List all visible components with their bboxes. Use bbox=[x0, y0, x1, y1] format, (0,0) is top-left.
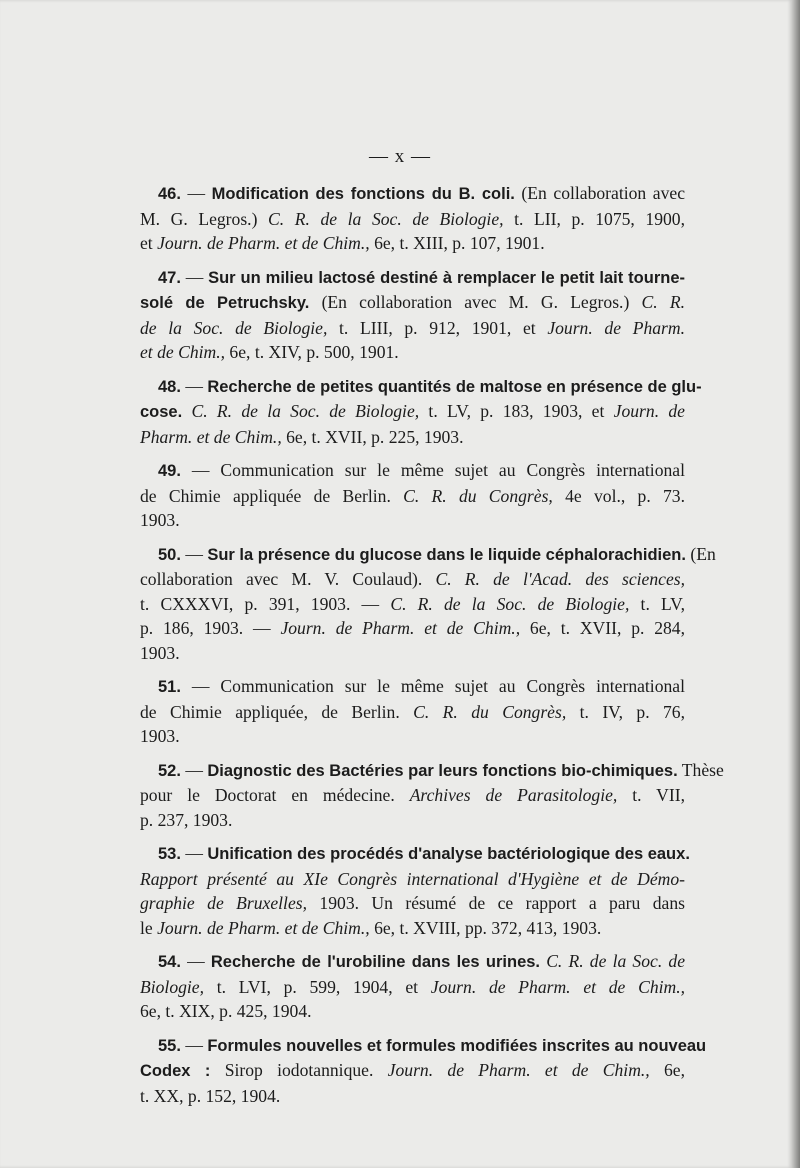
entry-line bbox=[140, 867, 685, 892]
entry-line bbox=[140, 567, 685, 592]
bibliography-entry bbox=[140, 674, 685, 749]
entry-number: cose. bbox=[140, 403, 183, 421]
entry-citation: de la Soc. de Biologie, bbox=[140, 317, 328, 338]
entry-citation: Journ. de bbox=[613, 401, 685, 421]
entry-text: 1903. Un résumé de ce rapport a paru dans bbox=[307, 893, 685, 913]
entry-text: — bbox=[180, 375, 208, 396]
entry-title: Modification des fonctions du B. coli. bbox=[211, 185, 515, 203]
entry-number: 51. bbox=[158, 678, 181, 696]
entry-text: — bbox=[180, 843, 208, 863]
entry-text: t. VII, bbox=[617, 785, 685, 805]
entry-line bbox=[140, 758, 724, 784]
entry-text: (En collaboration avec M. G. Legros.) bbox=[309, 292, 642, 312]
bibliography-entry bbox=[140, 458, 685, 533]
entry-line bbox=[140, 916, 685, 941]
entry-text: t. LV, bbox=[629, 593, 685, 614]
entry-line bbox=[140, 425, 685, 450]
entry-line bbox=[140, 808, 685, 833]
entry-number: 54. bbox=[158, 953, 181, 971]
entry-line bbox=[140, 841, 690, 867]
entry-line bbox=[140, 949, 685, 975]
entry-citation: C. R. de l'Acad. des sciences, bbox=[435, 569, 685, 589]
entry-citation: C. R. de la Soc. de Biologie, bbox=[390, 593, 630, 614]
entry-number: 53. bbox=[158, 845, 181, 863]
entry-text: et bbox=[140, 233, 158, 253]
entry-line bbox=[140, 700, 685, 725]
page-edge-shadow bbox=[792, 0, 800, 1168]
entry-text: Sirop iodotannique. bbox=[210, 1060, 388, 1080]
entry-text: (En collaboration avec bbox=[514, 183, 685, 203]
entry-text: 6e, t. XVII, p. 225, 1903. bbox=[281, 426, 464, 447]
entry-text: — bbox=[180, 951, 211, 971]
entry-title: Unification des procédés d'analyse bactériologique des eaux. bbox=[207, 845, 690, 863]
entry-number: 55. bbox=[158, 1036, 181, 1055]
bibliography-entry bbox=[140, 374, 702, 450]
entry-text: de Chimie appliquée de Berlin. bbox=[140, 485, 404, 506]
entry-citation: Biologie, bbox=[140, 976, 205, 997]
entry-text: 6e, t. XVII, p. 284, bbox=[520, 618, 686, 638]
entry-line bbox=[140, 891, 685, 916]
entry-line bbox=[140, 592, 685, 617]
entry-line bbox=[140, 316, 685, 341]
entry-line bbox=[140, 458, 685, 484]
entry-line bbox=[140, 1033, 707, 1059]
entry-text: 6e, t. XVIII, pp. 372, 413, 1903. bbox=[369, 917, 602, 938]
entry-citation: C. R. du Congrès, bbox=[413, 701, 567, 722]
entry-citation: Pharm. et de Chim., bbox=[140, 426, 282, 447]
entry-text: Thèse bbox=[677, 759, 724, 780]
entry-citation: C. R. de la Soc. de Biologie, bbox=[268, 208, 504, 229]
entry-line bbox=[140, 290, 685, 316]
entry-line bbox=[140, 265, 685, 291]
entry-line bbox=[140, 783, 685, 808]
entry-text: — Communication sur le même sujet au Congrès international bbox=[180, 676, 685, 696]
entry-text: t. LII, p. 1075, 1900, bbox=[503, 208, 685, 229]
entry-text: t. LIII, p. 912, 1901, et bbox=[327, 317, 548, 338]
entry-number: 47. bbox=[158, 268, 181, 287]
bibliography-entry bbox=[140, 841, 690, 940]
entry-citation: Journ. de Pharm. et de Chim., bbox=[387, 1060, 650, 1080]
entry-number: 52. bbox=[158, 761, 181, 780]
bibliography-entry bbox=[140, 542, 716, 666]
entry-title: Diagnostic des Bactéries par leurs fonctions bio-chimiques. bbox=[207, 761, 678, 780]
entry-line bbox=[140, 484, 685, 509]
bibliography-entry bbox=[140, 758, 724, 833]
entry-title: Sur un milieu lactosé destiné à remplacer le petit lait tourne- bbox=[208, 268, 685, 287]
entry-text: 6e, t. XIX, p. 425, 1904. bbox=[140, 1001, 312, 1021]
entry-text: t. LVI, p. 599, 1904, et bbox=[204, 976, 431, 997]
entry-text: 4e vol., p. 73. bbox=[552, 485, 685, 506]
entry-text: — Communication sur le même sujet au Congrès international bbox=[180, 460, 685, 480]
entry-line bbox=[140, 231, 685, 256]
entry-text: de Chimie appliquée, de Berlin. bbox=[140, 701, 414, 722]
entry-citation: C. R. de la Soc. de Biologie, bbox=[191, 401, 420, 421]
entry-text: 6e, t. XIII, p. 107, 1901. bbox=[369, 233, 545, 253]
entry-line bbox=[140, 542, 716, 568]
entry-title: Recherche de l'urobiline dans les urines. bbox=[210, 953, 541, 971]
entry-text: pour le Doctorat en médecine. bbox=[140, 785, 410, 805]
entry-title: Recherche de petites quantités de maltose en présence de glu- bbox=[207, 377, 702, 396]
entry-citation: Rapport présenté au XIe Congrès international d'Hygiène et de Démo- bbox=[140, 868, 685, 889]
entry-text: 1903. bbox=[140, 726, 180, 746]
entry-text: — bbox=[180, 266, 209, 287]
entry-citation: Journ. de Pharm. bbox=[547, 317, 685, 338]
entry-text: le bbox=[140, 917, 158, 938]
entry-citation: Journ. de Pharm. et de Chim., bbox=[157, 917, 370, 938]
entry-text: t. CXXXVI, p. 391, 1903. — bbox=[140, 593, 391, 614]
bibliography-entry bbox=[140, 1033, 707, 1109]
entry-line bbox=[140, 724, 685, 749]
entry-text: 6e, t. XIV, p. 500, 1901. bbox=[225, 342, 399, 362]
entry-text: — bbox=[180, 183, 212, 203]
entry-line bbox=[140, 374, 702, 400]
entry-citation: C. R. du Congrès, bbox=[403, 485, 553, 506]
entry-text: t. XX, p. 152, 1904. bbox=[140, 1085, 281, 1106]
entry-line bbox=[140, 1084, 685, 1109]
entry-text: — bbox=[180, 1034, 208, 1055]
entry-number: 50. bbox=[158, 545, 181, 564]
bibliography-entry bbox=[140, 181, 685, 256]
entry-text: M. G. Legros.) bbox=[140, 208, 269, 229]
entry-citation: graphie de Bruxelles, bbox=[140, 893, 308, 913]
entry-text: collaboration avec M. V. Coulaud). bbox=[140, 569, 436, 589]
entry-text: p. 186, 1903. — bbox=[140, 618, 281, 638]
entry-text: (En bbox=[685, 543, 716, 564]
entry-text: 6e, bbox=[649, 1060, 685, 1080]
entry-citation: Archives de Parasitologie, bbox=[409, 785, 618, 805]
entry-line bbox=[140, 674, 685, 700]
entry-text: — bbox=[180, 759, 208, 780]
entry-number: 46. bbox=[158, 185, 181, 203]
bibliography-list bbox=[140, 181, 724, 1117]
entry-citation: Journ. de Pharm. et de Chim., bbox=[280, 618, 521, 638]
entry-line bbox=[140, 181, 685, 207]
entry-citation: et de Chim., bbox=[140, 342, 226, 362]
entry-number: Codex : bbox=[140, 1062, 211, 1080]
bibliography-entry bbox=[140, 265, 685, 365]
entry-line bbox=[140, 508, 685, 533]
entry-line bbox=[140, 399, 685, 425]
entry-number: 49. bbox=[158, 462, 181, 480]
entry-text: 1903. bbox=[140, 510, 180, 530]
entry-citation: Journ. de Pharm. et de Chim., bbox=[430, 976, 686, 997]
entry-text: p. 237, 1903. bbox=[140, 809, 233, 830]
entry-line bbox=[140, 999, 685, 1024]
entry-citation: C. R. bbox=[641, 292, 685, 312]
entry-number: solé de Petruchsky. bbox=[140, 294, 310, 312]
entry-line bbox=[140, 340, 685, 365]
entry-line bbox=[140, 641, 685, 666]
entry-text: — bbox=[180, 543, 208, 564]
entry-citation: Journ. de Pharm. et de Chim., bbox=[157, 233, 370, 253]
entry-line bbox=[140, 616, 685, 641]
bibliography-entry bbox=[140, 949, 685, 1024]
entry-text: t. IV, p. 76, bbox=[566, 701, 685, 722]
entry-text: t. LV, p. 183, 1903, et bbox=[419, 401, 614, 421]
entry-citation: C. R. de la Soc. de bbox=[546, 951, 686, 971]
entry-line bbox=[140, 207, 685, 232]
page-folio: — x — bbox=[369, 146, 431, 167]
entry-title: Formules nouvelles et formules modifiées inscrites au nouveau bbox=[207, 1036, 707, 1055]
entry-title: Sur la présence du glucose dans le liquide céphalorachidien. bbox=[207, 545, 686, 564]
entry-line bbox=[140, 975, 685, 1000]
entry-line bbox=[140, 1058, 685, 1084]
entry-text: 1903. bbox=[140, 642, 180, 663]
entry-number: 48. bbox=[158, 377, 181, 396]
